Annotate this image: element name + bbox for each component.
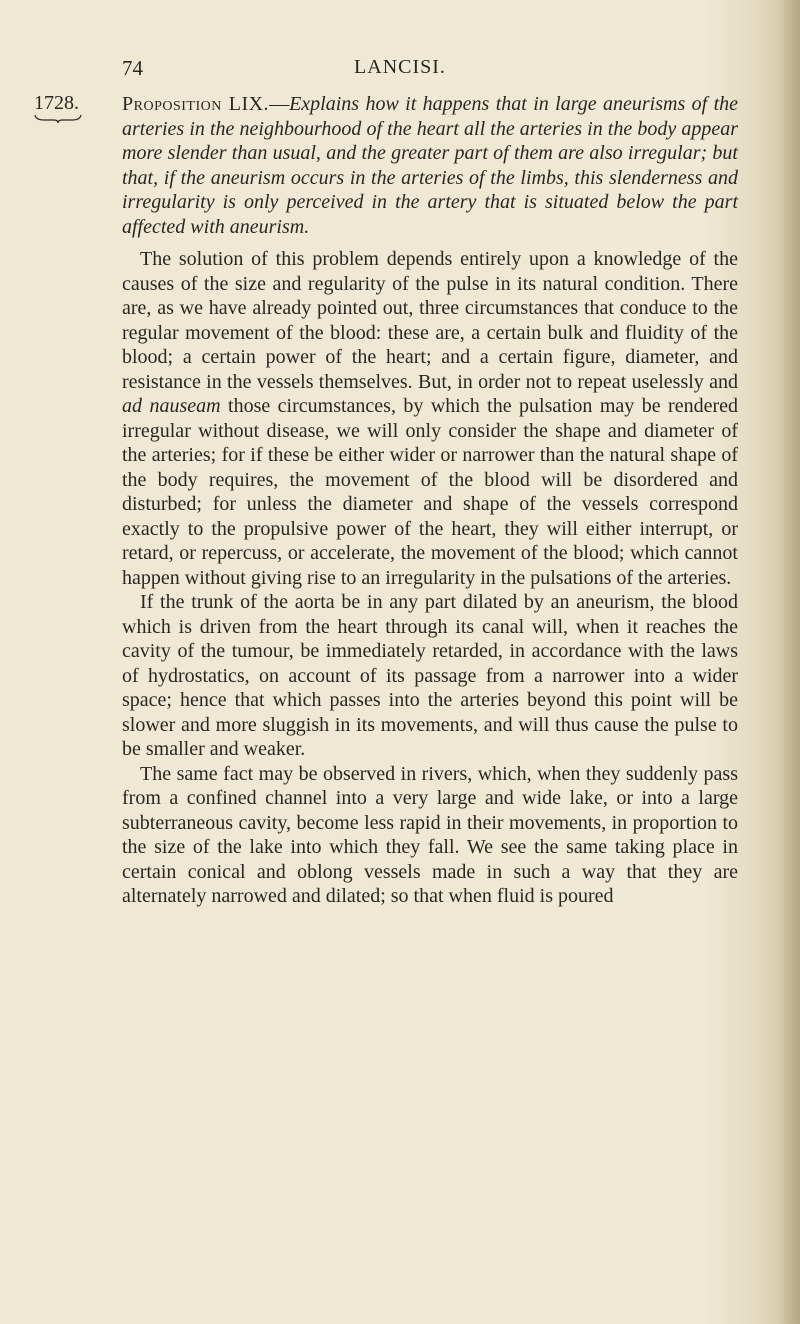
margin-brace-icon (34, 114, 82, 124)
running-title: LANCISI. (354, 56, 446, 78)
paragraph-1 (122, 247, 738, 590)
proposition-dash: — (269, 93, 290, 115)
page-header (0, 56, 800, 86)
paragraph-3: The same fact may be observed in rivers, which, when they suddenly pass from a confined channel into a very large and wide lake, or into a large subterraneous cavity, become less rapid in their movements, in proportion to the size of the lake into which they fall. We see the same taking place in certain conical and oblong vessels made in such a way that they are alternately narrowed and dilated; so that when fluid is poured (122, 762, 738, 907)
paragraph-1-text-a: The solution of this problem depends entirely upon a knowledge of the causes of the size and regularity of the pulse in its natural condition. There are, as we have already pointed out, three circumstances that conduce to the regular movement of the blood: these are, a certain bulk and fluidity of the blood; a certain power of the heart; and a certain figure, diameter, and resistance in the vessels themselves. But, in order not to repeat uselessly and (122, 248, 738, 393)
paragraph-1-latin-phrase: ad nauseam (122, 395, 221, 417)
proposition-text: Explains how it happens that in large aneurisms of the arteries in the neighbourhood of the heart all the arteries in the body appear more slender than usual, and the greater part of them are also irregular; but that, if the aneurism occurs in the arteries of the limbs, this slenderness and irregularity is only perceived in the artery that is situated below the part affected with aneurism. (122, 93, 739, 238)
page-number: 74 (122, 56, 143, 80)
body-text (122, 92, 738, 909)
paragraph-1-text-b: those circumstances, by which the pulsation may be rendered irregular without disease, we will only consider the shape and diameter of the arteries; for if these be either wider or narrower than the natural shape of the body requires, the movement of the blood will be disordered and disturbed; for unless the diameter and shape of the vessels correspond exactly to the propulsive power of the heart, they will either interrupt, or retard, or repercuss, or accelerate, the movement of the blood; which cannot happen without giving rise to an irregularity in the pulsations of the arteries. (122, 395, 738, 589)
paragraph-2: If the trunk of the aorta be in any part dilated by an aneurism, the blood which is driven from the heart through its canal will, when it reaches the cavity of the tumour, be immediately retarded, in accordance with the laws of hydrostatics, on account of its passage from a narrower into a wider space; hence that which passes into the arteries beyond this point will be slower and more sluggish in its movements, and will thus cause the pulse to be smaller and weaker. (122, 591, 738, 760)
proposition-label: Proposition LIX. (122, 93, 270, 115)
margin-year: 1728. (34, 92, 79, 114)
proposition-heading (122, 92, 738, 239)
page-edge-shadow (778, 0, 800, 1324)
